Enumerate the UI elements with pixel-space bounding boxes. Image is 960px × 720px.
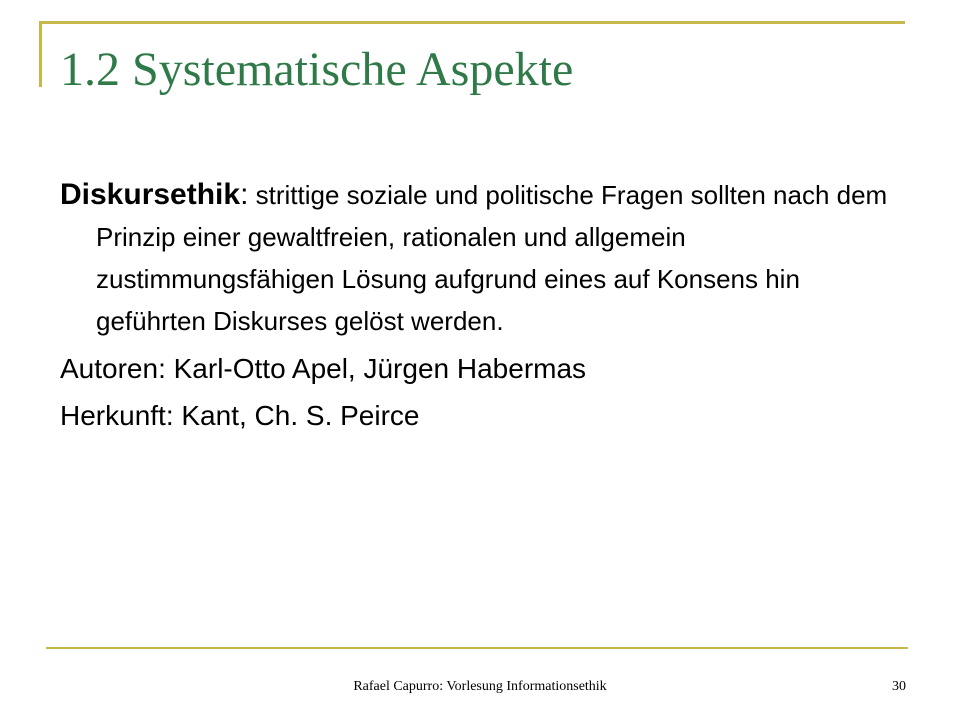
definition-text: strittige soziale und politische Fragen sollten nach dem Prinzip einer gewaltfreien, rationalen und allgemein zustimmungsfähigen Lösung aufgrund eines auf Konsens hin geführten Diskurses gelöst werden. [96, 180, 888, 336]
frame-top-line [39, 21, 905, 24]
frame-left-line [39, 21, 42, 87]
term-label: Diskursethik [60, 178, 241, 211]
slide-content [60, 174, 900, 436]
authors-line: Autoren: Karl-Otto Apel, Jürgen Habermas [60, 353, 587, 384]
term-colon: : [240, 178, 249, 211]
slide-title: 1.2 Systematische Aspekte [60, 43, 574, 96]
footer-divider [46, 647, 908, 649]
origin-line: Herkunft: Kant, Ch. S. Peirce [60, 400, 420, 431]
slide-number: 30 [892, 679, 906, 694]
footer-text: Rafael Capurro: Vorlesung Informationsethik [353, 679, 607, 694]
definition-paragraph [60, 174, 900, 342]
